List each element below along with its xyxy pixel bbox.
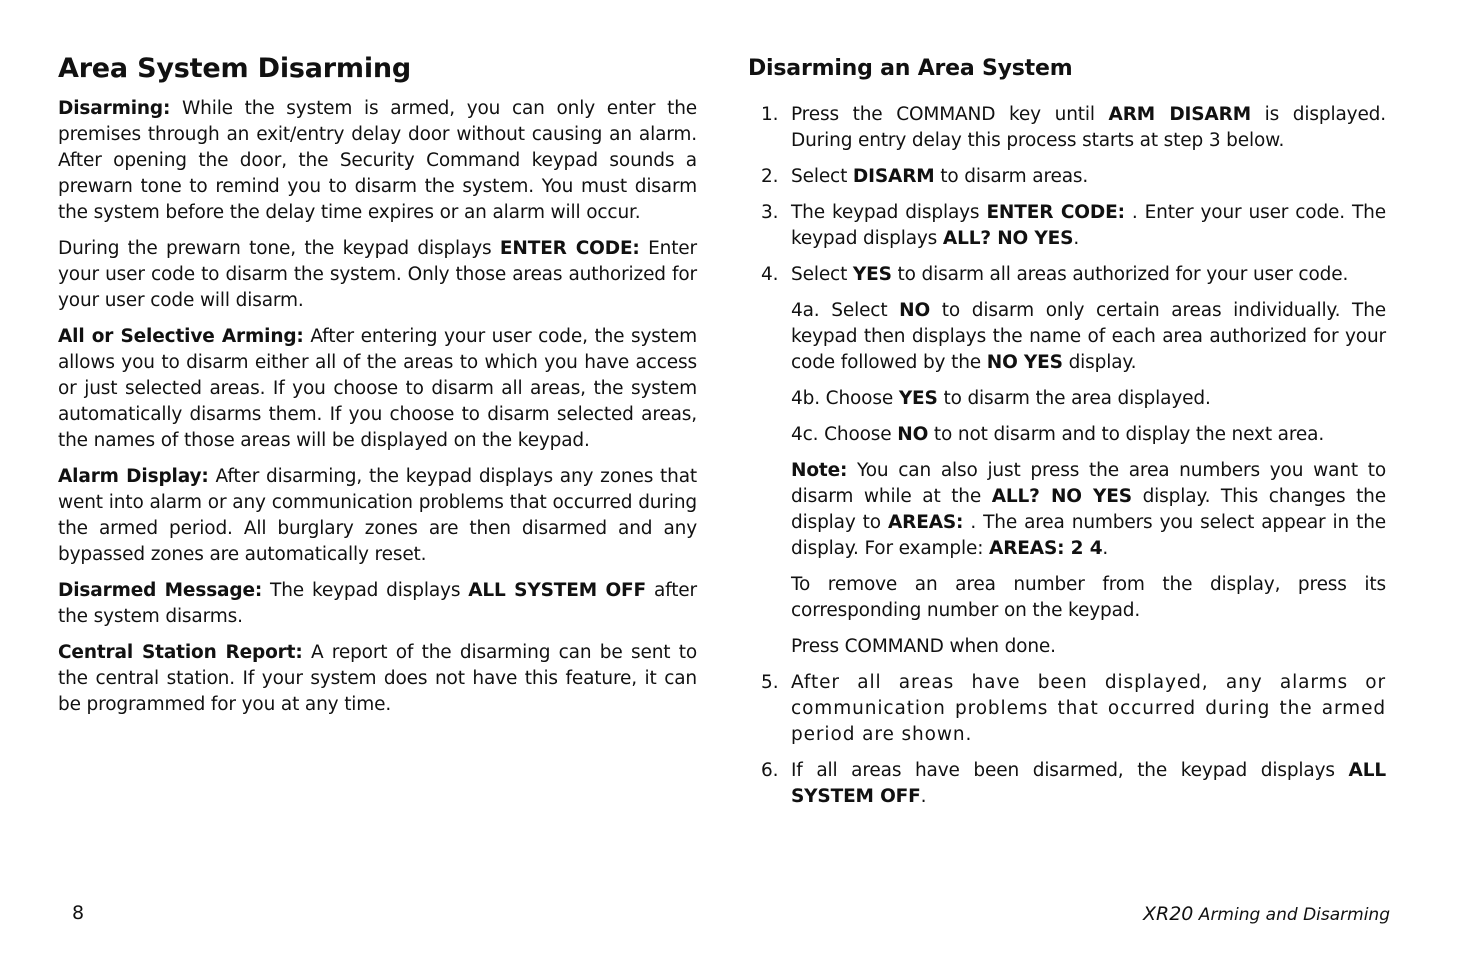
term-label: Disarmed Message: — [58, 580, 263, 601]
press-command-instruction: Press COMMAND when done. — [791, 636, 1056, 657]
procedure-title: Disarming an Area System — [748, 56, 1073, 81]
step-2: 2. Select DISARM to disarm areas. — [748, 164, 1386, 190]
step-number: 4. — [761, 264, 779, 285]
steps-list — [748, 102, 1386, 288]
paragraph-prewarn: During the prewarn tone, the keypad displays ENTER CODE: Enter your user code to disarm the system. Only those areas authorized for your user code will disarm. — [58, 238, 697, 311]
step-number: 6. — [761, 760, 779, 781]
paragraph-selective-arming: All or Selective Arming: After entering your user code, the system allows you to disarm either all of the areas to which you have access or just selected areas. If you choose to disarm all areas, the system automatically disarms them. If you choose to disarm selected areas, the names of those areas will be displayed on the keypad. — [58, 326, 697, 451]
section-name: Arming and Disarming — [1193, 905, 1390, 925]
term-label: Central Station Report: — [58, 642, 303, 663]
left-column — [58, 50, 697, 728]
paragraph-central-station: Central Station Report: A report of the disarming can be sent to the central station. If your system does not have this feature, it can be programmed for you at any time. — [58, 642, 697, 715]
step-number: 3. — [761, 202, 779, 223]
keypad-code: ENTER CODE: — [499, 238, 640, 259]
substep-4c: 4c. Choose NO to not disarm and to display the next area. — [791, 424, 1325, 445]
step-1: 1. Press the COMMAND key until ARM DISARM is displayed. During entry delay this process starts at step 3 below. — [761, 104, 1386, 151]
keypad-code: ALL SYSTEM OFF — [468, 580, 647, 601]
remove-instruction: To remove an area number from the display, press its corresponding number on the keypad. — [791, 574, 1386, 621]
term-label: Alarm Display: — [58, 466, 209, 487]
model-name: XR20 — [1143, 903, 1194, 925]
term-label: Disarming: — [58, 98, 171, 119]
right-column — [748, 50, 1386, 820]
substep-4a: 4a. Select NO to disarm only certain areas individually. The keypad then displays the name of each area authorized for your code followed by the NO YES display. — [791, 300, 1386, 373]
page-number: 8 — [72, 902, 85, 924]
paragraph-disarmed-message: Disarmed Message: The keypad displays ALL SYSTEM OFF after the system disarms. — [58, 580, 697, 627]
step-6: 6. If all areas have been disarmed, the keypad displays ALL SYSTEM OFF. — [761, 760, 1386, 807]
step-3: 3. The keypad displays ENTER CODE: . Enter your user code. The keypad displays ALL? NO YES. — [761, 202, 1386, 249]
steps-list-continued — [748, 670, 1386, 810]
note: Note: You can also just press the area numbers you want to disarm while at the ALL? NO YES display. This changes the display to AREAS: . The area numbers you select appear in the display. For example: AREAS: 2 4. — [791, 460, 1387, 559]
step-5: 5. After all areas have been displayed, any alarms or communication problems that occurred during the armed period are shown. — [761, 672, 1386, 745]
substep-4b: 4b. Choose YES to disarm the area displayed. — [791, 388, 1211, 409]
term-label: All or Selective Arming: — [58, 326, 304, 347]
note-label: Note: — [791, 460, 848, 481]
running-footer — [1143, 903, 1390, 925]
paragraph-alarm-display: Alarm Display: After disarming, the keypad displays any zones that went into alarm or any communication problems that occurred during the armed period. All burglary zones are then disarmed and any bypassed zones are automatically reset. — [58, 466, 697, 565]
paragraph-disarming: Disarming: While the system is armed, you can only enter the premises through an exit/entry delay door without causing an alarm. After opening the door, the Security Command keypad sounds a prewarn tone to remind you to disarm the system. You must disarm the system before the delay time expires or an alarm will occur. — [58, 98, 697, 223]
step-4: 4. Select YES to disarm all areas authorized for your user code. — [748, 262, 1386, 288]
step-number: 2. — [761, 166, 779, 187]
step-number: 1. — [761, 104, 779, 125]
step-number: 5. — [761, 672, 779, 693]
section-title: Area System Disarming — [58, 53, 412, 84]
